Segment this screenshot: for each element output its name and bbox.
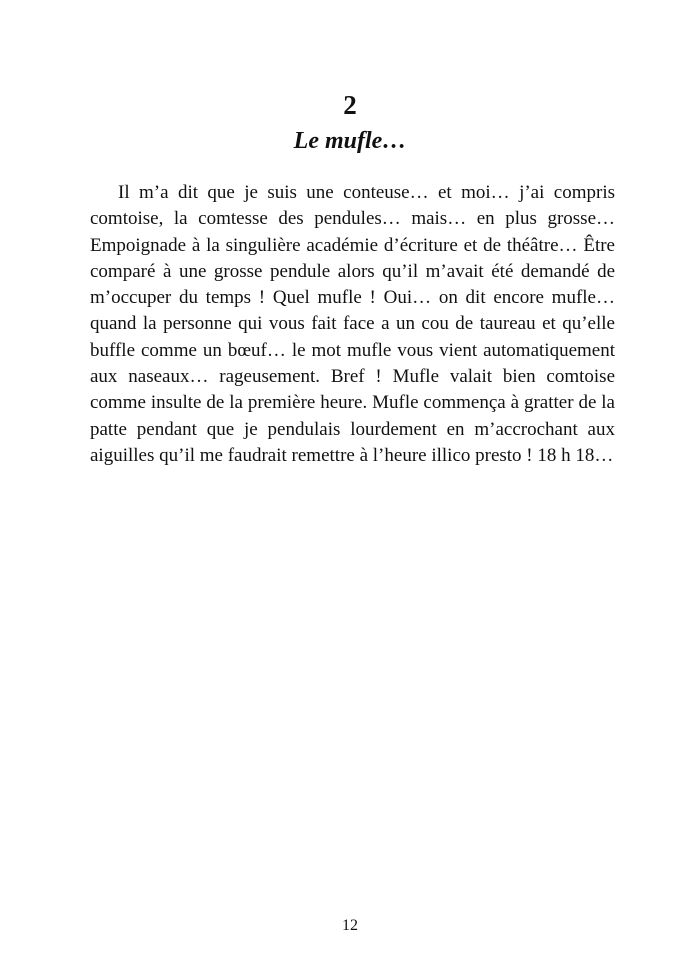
chapter-title: Le mufle… [293,128,407,154]
chapter-number: 2 [343,90,357,120]
page-number: 12 [342,917,358,934]
body-paragraph: Il m’a dit que je suis une conteuse… et moi… j’ai compris comtoise, la comtesse des pendules… mais… en plus grosse… Empoignade à la singulière académie d’écriture et de théâtre… Être comparé à une grosse pendule alors qu’il m’avait été demandé de m’occuper du temps ! Quel mufle ! Oui… on dit encore mufle… quand la personne qui vous fait face a un cou de taureau et qu’elle buffle comme un bœuf… le mot mufle vous vient automatiquement aux naseaux… rageusement. Bref ! Mufle valait bien comtoise comme insulte de la première heure. Mufle commença à gratter de la patte pendant que je pendulais lourdement en m’accrochant aux aiguilles qu’il me faudrait remettre à l’heure illico presto ! 18 h 18… [90,182,615,466]
